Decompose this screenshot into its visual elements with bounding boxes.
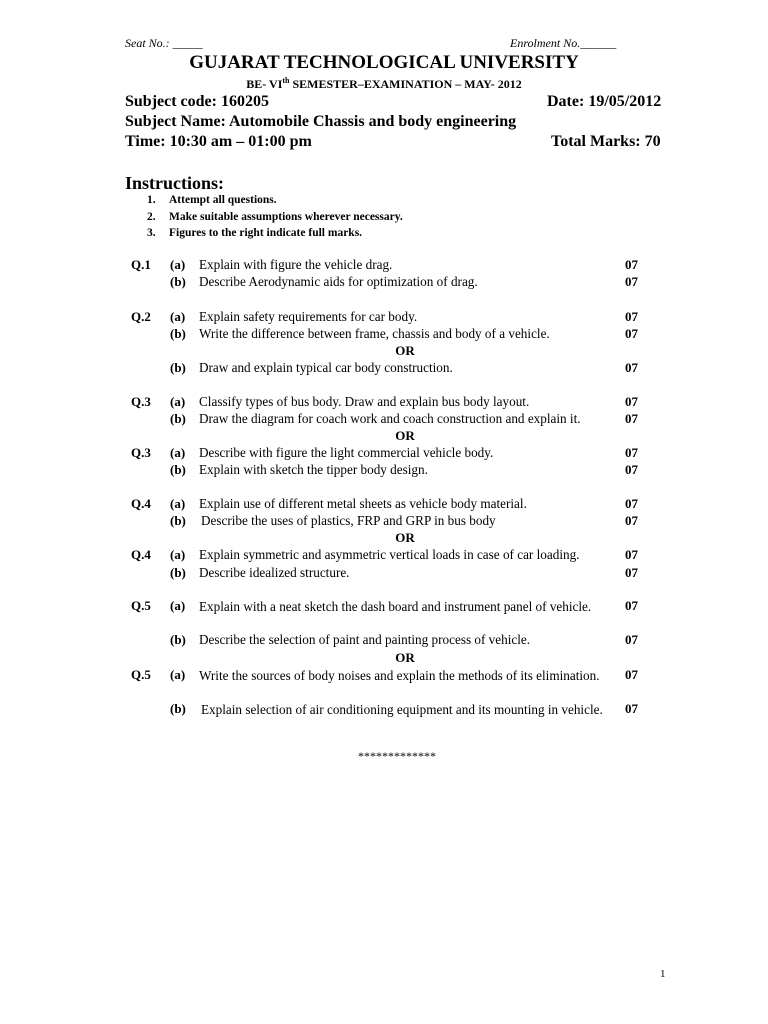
semester-superscript: th	[282, 76, 290, 85]
question-part: (a)	[170, 445, 186, 460]
question-text: Explain with figure the vehicle drag.	[199, 257, 393, 272]
instruction-text: Make suitable assumptions wherever necessary.	[169, 211, 403, 223]
total-marks: Total Marks: 70	[551, 133, 661, 150]
exam-date: Date: 19/05/2012	[547, 93, 662, 110]
question-number: Q.1	[131, 257, 151, 272]
question-part: (a)	[170, 309, 186, 324]
question-text: Describe the selection of paint and painting process of vehicle.	[199, 632, 531, 647]
instruction-item	[147, 227, 362, 239]
question-part: (a)	[170, 496, 186, 511]
instruction-number: 1.	[147, 194, 156, 206]
question-marks: 07	[625, 598, 638, 613]
question-marks: 07	[625, 496, 638, 511]
question-marks: 07	[625, 565, 638, 580]
question-marks: 07	[625, 360, 638, 375]
question-text: Draw and explain typical car body construction.	[199, 360, 453, 375]
question-number: Q.5	[131, 667, 151, 682]
question-text: Write the difference between frame, chassis and body of a vehicle.	[199, 326, 550, 341]
instructions-title: Instructions:	[125, 173, 225, 193]
question-marks: 07	[625, 667, 638, 682]
question-text: Explain safety requirements for car body.	[199, 309, 418, 324]
question-text: Describe idealized structure.	[199, 565, 350, 580]
or-separator: OR	[395, 650, 415, 665]
question-part: (b)	[170, 565, 186, 580]
question-part: (b)	[170, 360, 186, 375]
question-part: (b)	[170, 632, 186, 647]
question-marks: 07	[625, 394, 638, 409]
question-marks: 07	[625, 326, 638, 341]
question-marks: 07	[625, 462, 638, 477]
question-marks: 07	[625, 411, 638, 426]
instruction-number: 2.	[147, 211, 156, 223]
question-text: Classify types of bus body. Draw and explain bus body layout.	[199, 394, 530, 409]
question-part: (a)	[170, 598, 186, 613]
instruction-number: 3.	[147, 227, 156, 239]
question-part: (a)	[170, 257, 186, 272]
end-of-paper-marker: *************	[358, 749, 436, 763]
semester-prefix: BE- VI	[246, 77, 283, 91]
exam-time: Time: 10:30 am – 01:00 pm	[125, 133, 312, 150]
question-marks: 07	[625, 632, 638, 647]
question-text: Explain symmetric and asymmetric vertical loads in case of car loading.	[199, 547, 580, 562]
question-part: (b)	[170, 274, 186, 289]
or-separator: OR	[395, 343, 415, 358]
question-marks: 07	[625, 257, 638, 272]
question-text: Describe the uses of plastics, FRP and GRP in bus body	[201, 513, 496, 528]
question-marks: 07	[625, 701, 638, 716]
seat-number-field: Seat No.: _____	[125, 36, 203, 50]
subject-name: Subject Name: Automobile Chassis and body engineering	[125, 113, 517, 130]
question-part: (a)	[170, 667, 186, 682]
question-marks: 07	[625, 547, 638, 562]
question-marks: 07	[625, 274, 638, 289]
instruction-text: Figures to the right indicate full marks.	[169, 227, 363, 239]
question-part: (b)	[170, 411, 186, 426]
question-number: Q.3	[131, 394, 151, 409]
semester-suffix: SEMESTER–EXAMINATION – MAY- 2012	[289, 77, 522, 91]
or-separator: OR	[395, 530, 415, 545]
question-number: Q.2	[131, 309, 151, 324]
subject-code: Subject code: 160205	[125, 93, 269, 110]
question-text: Explain with sketch the tipper body design.	[199, 462, 428, 477]
question-marks: 07	[625, 445, 638, 460]
instruction-item	[147, 211, 403, 223]
question-number: Q.3	[131, 445, 151, 460]
question-part: (b)	[170, 513, 186, 528]
university-title: GUJARAT TECHNOLOGICAL UNIVERSITY	[189, 52, 579, 73]
question-text: Describe Aerodynamic aids for optimization of drag.	[199, 274, 478, 289]
question-part: (b)	[170, 701, 186, 716]
page-number: 1	[660, 968, 666, 980]
question-number: Q.5	[131, 598, 151, 613]
question-number: Q.4	[131, 547, 151, 562]
question-text: Explain selection of air conditioning equipment and its mounting in vehicle.	[201, 702, 603, 717]
question-text: Draw the diagram for coach work and coach construction and explain it.	[199, 411, 581, 426]
question-text: Explain with a neat sketch the dash board and instrument panel of vehicle.	[199, 599, 592, 614]
question-text: Describe with figure the light commercial vehicle body.	[199, 445, 494, 460]
or-separator: OR	[395, 428, 415, 443]
question-marks: 07	[625, 513, 638, 528]
question-marks: 07	[625, 309, 638, 324]
question-number: Q.4	[131, 496, 151, 511]
question-part: (b)	[170, 326, 186, 341]
question-part: (b)	[170, 462, 186, 477]
question-text: Explain use of different metal sheets as vehicle body material.	[199, 496, 527, 511]
question-text: Write the sources of body noises and explain the methods of its elimination.	[199, 668, 600, 683]
question-part: (a)	[170, 547, 186, 562]
question-part: (a)	[170, 394, 186, 409]
semester-line	[0, 76, 768, 92]
instruction-text: Attempt all questions.	[169, 194, 277, 206]
instruction-item	[147, 194, 277, 206]
enrolment-number-field: Enrolment No.______	[510, 36, 617, 50]
